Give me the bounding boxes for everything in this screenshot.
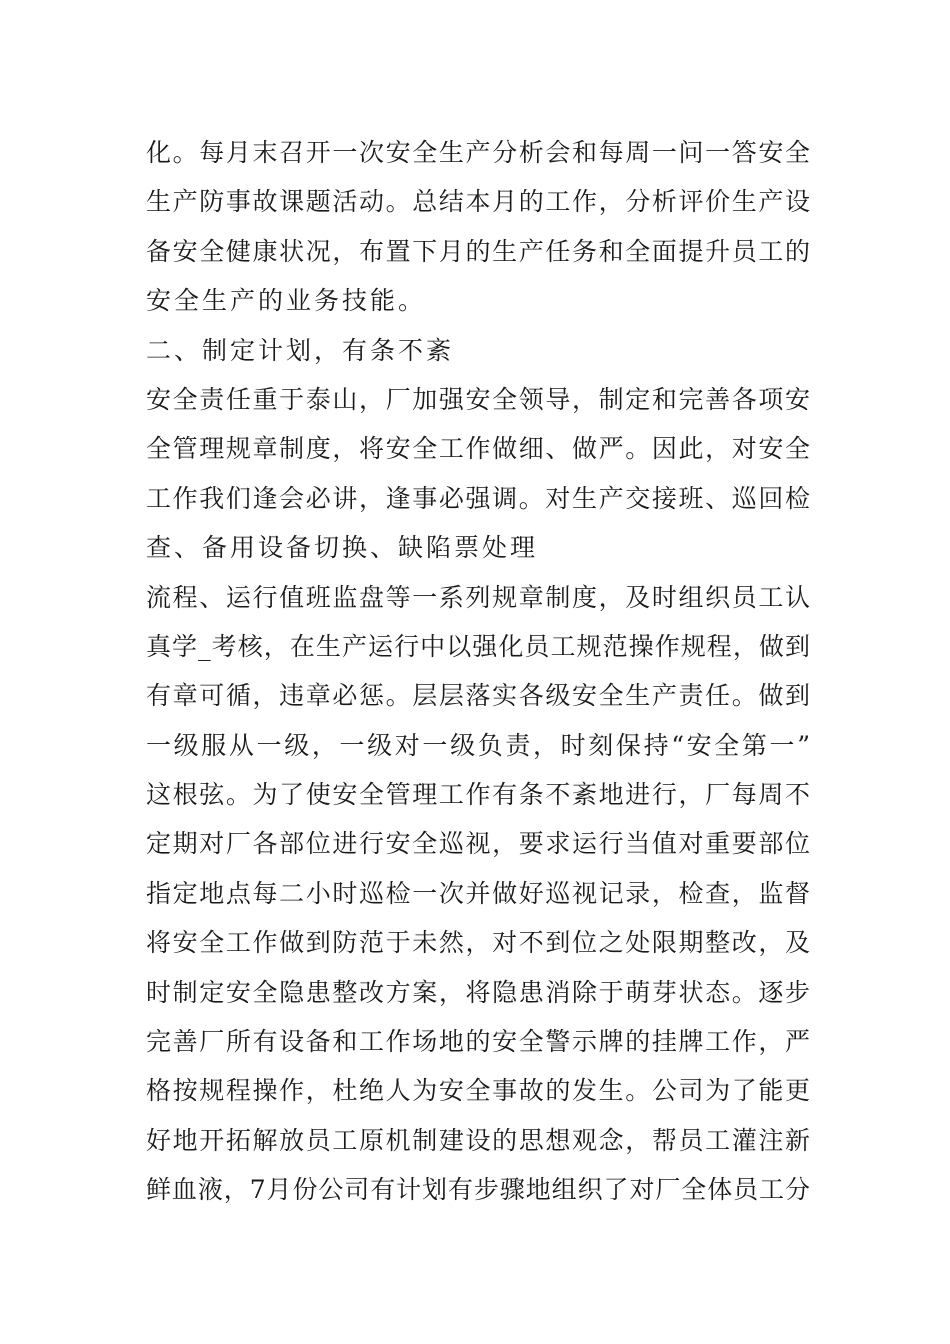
text-line: 好地开拓解放员工原机制建设的思想观念，帮员工灌注新 <box>146 1125 810 1155</box>
text-line: 真学_考核，在生产运行中以强化员工规范操作规程，做到 <box>146 631 810 661</box>
text-line: 格按规程操作，杜绝人为安全事故的发生。公司为了能更 <box>146 1076 810 1106</box>
text-line: 全管理规章制度，将安全工作做细、做严。因此，对安全 <box>146 434 810 464</box>
body-text <box>146 128 810 1215</box>
text-line: 查、备用设备切换、缺陷票处理 <box>146 533 539 563</box>
text-line: 备安全健康状况，布置下月的生产任务和全面提升员工的 <box>146 236 810 266</box>
text-line: 指定地点每二小时巡检一次并做好巡视记录，检查，监督 <box>146 878 810 908</box>
text-line: 这根弦。为了使安全管理工作有条不紊地进行，厂每周不 <box>146 780 810 810</box>
text-line: 生产防事故课题活动。总结本月的工作，分析评价生产设 <box>146 187 810 217</box>
text-line: 流程、运行值班监盘等一系列规章制度，及时组织员工认 <box>146 582 810 612</box>
text-line: 二、制定计划，有条不紊 <box>146 335 455 365</box>
text-line: 有章可循，违章必惩。层层落实各级安全生产责任。做到 <box>146 681 810 711</box>
text-line: 工作我们逢会必讲，逢事必强调。对生产交接班、巡回检 <box>146 483 810 513</box>
text-line: 安全生产的业务技能。 <box>146 286 427 316</box>
text-line: 鲜血液，7月份公司有计划有步骤地组织了对厂全体员工分 <box>146 1175 810 1205</box>
text-line: 定期对厂各部位进行安全巡视，要求运行当值对重要部位 <box>146 829 810 859</box>
text-line: 安全责任重于泰山，厂加强安全领导，制定和完善各项安 <box>146 384 810 414</box>
text-line: 将安全工作做到防范于未然，对不到位之处限期整改，及 <box>146 928 810 958</box>
text-line: 完善厂所有设备和工作场地的安全警示牌的挂牌工作，严 <box>146 1027 810 1057</box>
text-line: 化。每月末召开一次安全生产分析会和每周一问一答安全 <box>146 138 810 167</box>
text-line: 时制定安全隐患整改方案，将隐患消除于萌芽状态。逐步 <box>146 977 810 1007</box>
text-line: 一级服从一级，一级对一级负责，时刻保持“安全第一” <box>146 730 810 760</box>
